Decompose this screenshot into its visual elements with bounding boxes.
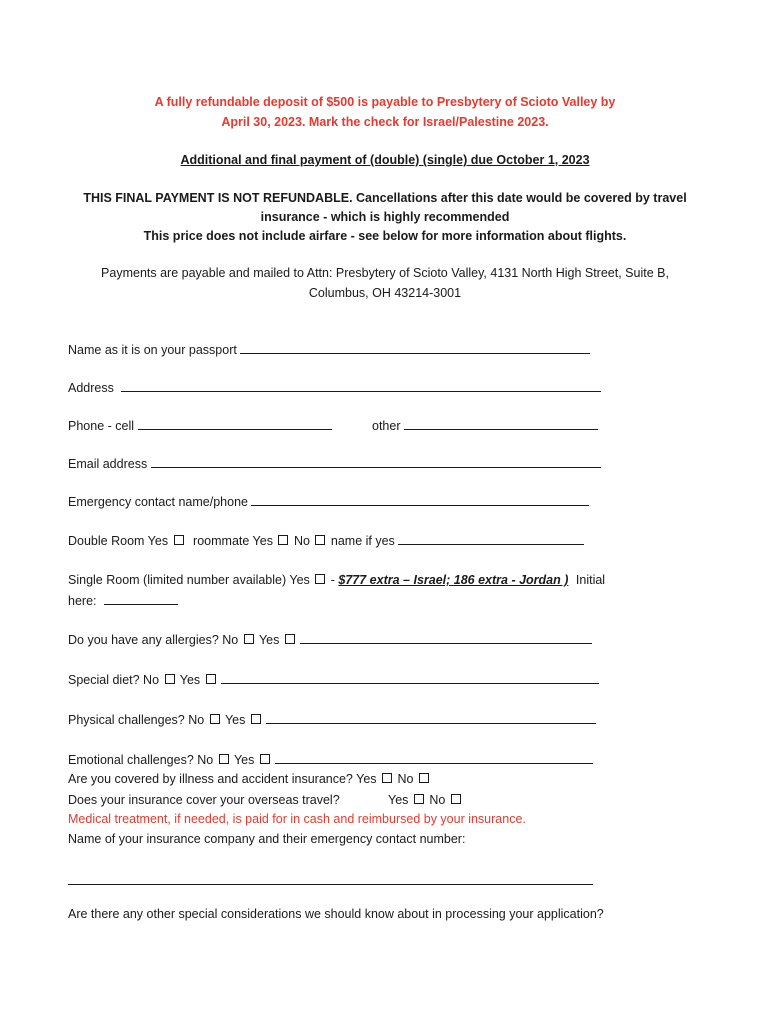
special-diet-no-checkbox[interactable] — [165, 674, 175, 684]
allergies-no-checkbox[interactable] — [244, 634, 254, 644]
email-field[interactable] — [151, 456, 601, 468]
address-row — [68, 380, 601, 395]
passport-name-row — [68, 342, 590, 357]
insurance-company-label: Name of your insurance company and their emergency contact number: — [68, 832, 466, 846]
allergies-row — [68, 632, 592, 647]
special-diet-row — [68, 672, 599, 687]
emergency-contact-label: Emergency contact name/phone — [68, 495, 248, 509]
single-room-label: Single Room (limited number available) Yes — [68, 573, 310, 587]
overseas-options — [388, 793, 463, 807]
double-room-yes-checkbox[interactable] — [174, 535, 184, 545]
double-room-label: Double Room Yes — [68, 534, 169, 548]
deposit-line-2: April 30, 2023. Mark the check for Israel/Palestine 2023. — [221, 115, 549, 129]
roommate-no-checkbox[interactable] — [315, 535, 325, 545]
phone-cell-field[interactable] — [138, 418, 332, 430]
initial-label: Initial — [575, 573, 606, 587]
allergies-field[interactable] — [300, 632, 592, 644]
insurance-covered-yes-checkbox[interactable] — [382, 773, 392, 783]
phone-cell-label: Phone - cell — [68, 419, 135, 433]
insurance-covered-row — [68, 772, 431, 786]
phone-row — [68, 418, 332, 433]
deposit-line-1: A fully refundable deposit of $500 is payable to Presbytery of Scioto Valley by — [154, 95, 616, 109]
emotional-yes-checkbox[interactable] — [260, 754, 270, 764]
physical-yes-checkbox[interactable] — [251, 714, 261, 724]
overseas-coverage-label: Does your insurance cover your overseas travel? — [68, 793, 340, 807]
roommate-yes-checkbox[interactable] — [278, 535, 288, 545]
emergency-contact-row — [68, 494, 589, 509]
insurance-covered-label: Are you covered by illness and accident insurance? Yes — [68, 772, 377, 786]
phone-other-label: other — [372, 419, 401, 433]
overseas-coverage-row — [68, 793, 340, 807]
initial-field[interactable] — [104, 593, 178, 605]
final-payment-note: Additional and final payment of (double) (single) due October 1, 2023 — [180, 153, 590, 167]
allergies-label: Do you have any allergies? No — [68, 633, 239, 647]
insurance-covered-no-label: No — [397, 772, 414, 786]
name-if-yes-label: name if yes — [330, 534, 395, 548]
phone-other-row — [372, 418, 598, 433]
single-room-row — [68, 573, 605, 587]
allergies-yes-checkbox[interactable] — [285, 634, 295, 644]
address-label: Address — [68, 381, 114, 395]
overseas-yes-label: Yes — [388, 793, 409, 807]
special-diet-yes-label: Yes — [179, 673, 201, 687]
double-room-row — [68, 533, 584, 548]
medical-treatment-note: Medical treatment, if needed, is paid for in cash and reimbursed by your insurance. — [68, 812, 526, 826]
mailing-address-line-1: Payments are payable and mailed to Attn: Presbytery of Scioto Valley, 4131 North High Street, Suite B, — [101, 266, 669, 280]
initial-here-row — [68, 593, 178, 608]
insurance-company-row — [68, 873, 593, 888]
nonrefundable-line-2: insurance - which is highly recommended — [260, 210, 510, 224]
insurance-covered-no-checkbox[interactable] — [419, 773, 429, 783]
overseas-yes-checkbox[interactable] — [414, 794, 424, 804]
emotional-challenges-row — [68, 752, 593, 767]
physical-challenges-label: Physical challenges? No — [68, 713, 205, 727]
physical-yes-label: Yes — [224, 713, 246, 727]
nonrefundable-line-1: THIS FINAL PAYMENT IS NOT REFUNDABLE. Cancellations after this date would be covered by travel — [83, 191, 687, 205]
single-room-yes-checkbox[interactable] — [315, 574, 325, 584]
emotional-challenges-label: Emotional challenges? No — [68, 753, 214, 767]
physical-no-checkbox[interactable] — [210, 714, 220, 724]
special-diet-label: Special diet? No — [68, 673, 160, 687]
overseas-no-label: No — [429, 793, 446, 807]
physical-challenges-field[interactable] — [266, 712, 596, 724]
airfare-note: This price does not include airfare - see below for more information about flights. — [143, 229, 627, 243]
here-label: here: — [68, 594, 97, 608]
emotional-yes-label: Yes — [233, 753, 255, 767]
email-row — [68, 456, 601, 471]
special-diet-yes-checkbox[interactable] — [206, 674, 216, 684]
allergies-yes-label: Yes — [258, 633, 280, 647]
passport-name-label: Name as it is on your passport — [68, 343, 237, 357]
roommate-label: roommate Yes — [193, 534, 273, 548]
passport-name-field[interactable] — [240, 342, 590, 354]
emotional-challenges-field[interactable] — [275, 752, 593, 764]
address-field[interactable] — [121, 380, 601, 392]
email-label: Email address — [68, 457, 148, 471]
overseas-no-checkbox[interactable] — [451, 794, 461, 804]
special-diet-field[interactable] — [221, 672, 599, 684]
insurance-company-field[interactable] — [68, 873, 593, 885]
emergency-contact-field[interactable] — [251, 494, 589, 506]
phone-other-field[interactable] — [404, 418, 598, 430]
emotional-no-checkbox[interactable] — [219, 754, 229, 764]
other-considerations-label: Are there any other special considerations we should know about in processing your application? — [68, 907, 604, 921]
single-room-extra-cost: $777 extra – Israel; 186 extra - Jordan ) — [338, 573, 569, 587]
single-room-dash: - — [330, 573, 339, 587]
mailing-address-line-2: Columbus, OH 43214-3001 — [308, 286, 462, 300]
physical-challenges-row — [68, 712, 596, 727]
roommate-no-label: No — [293, 534, 310, 548]
roommate-name-field[interactable] — [398, 533, 584, 545]
